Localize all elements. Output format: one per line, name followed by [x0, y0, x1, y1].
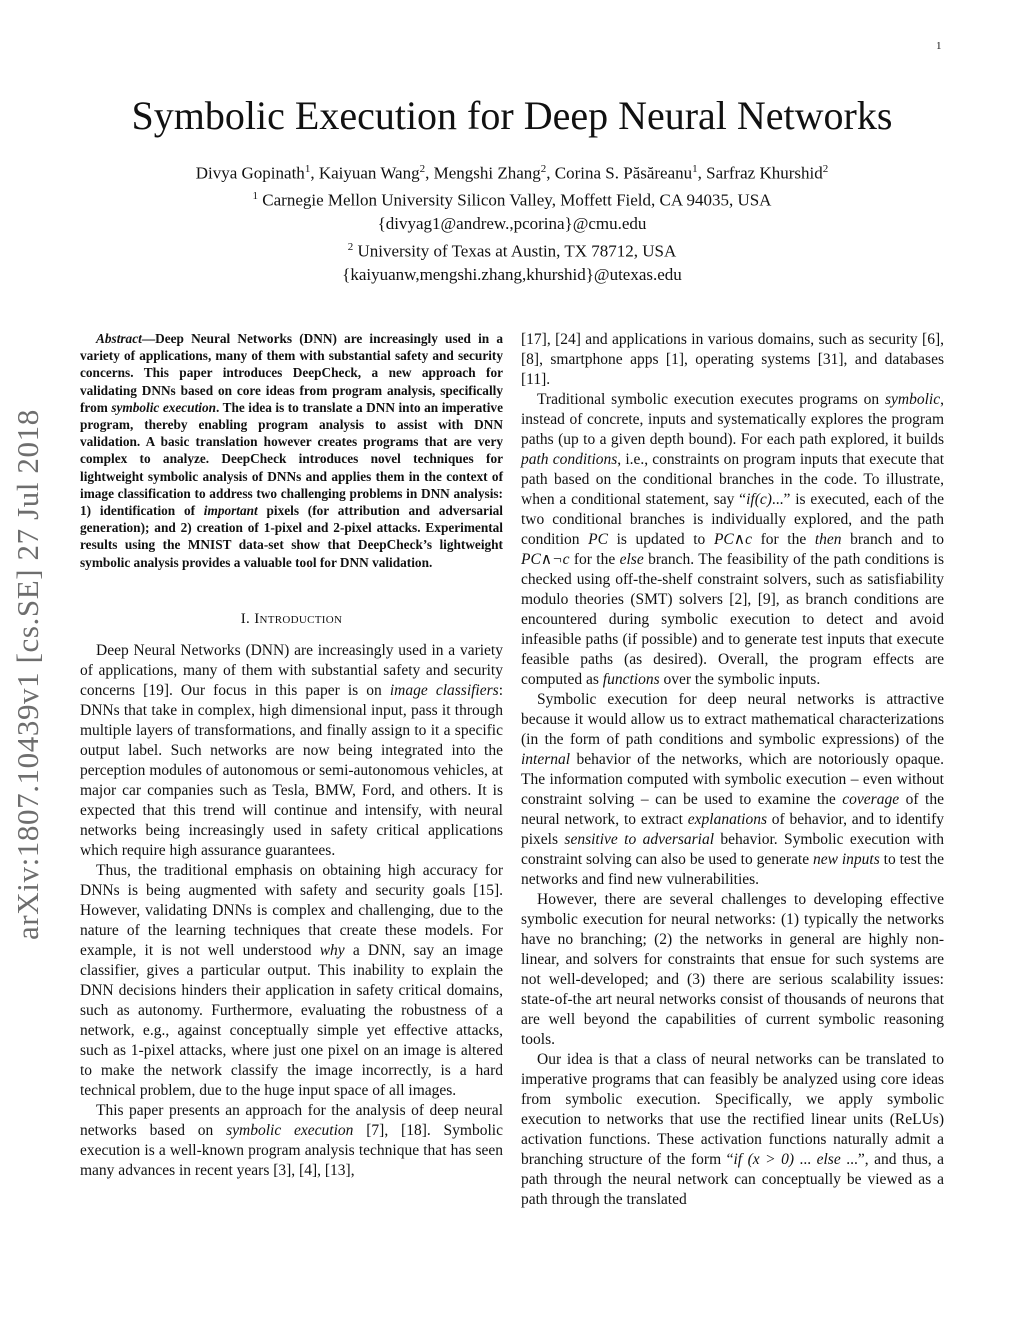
- left-column: [80, 330, 503, 1181]
- author-name: Divya Gopinath: [195, 163, 305, 183]
- author-name: Corina S. Păsăreanu: [554, 163, 693, 183]
- affiliation: $^1$ Carnegie Mellon University Silicon Valley, Moffett Field, CA 94035, USA: [252, 190, 772, 210]
- affiliation-mark: 2: [540, 163, 547, 175]
- abstract: Abstract—Deep Neural Networks (DNN) are increasingly used in a variety of applications, many of them with substantial safety and security concerns. This paper introduces DeepCheck, a new approach for validating DNNs based on core ideas from program analysis, specifically from symbolic execution. The idea is to translate a DNN into an imperative program, thereby enabling program analysis to assist with DNN validation. A basic translation however creates programs that are very complex to analyze. DeepCheck introduces novel techniques for lightweight symbolic analysis of DNNs and applies them in the context of image classification to address two challenging problems in DNN analysis: 1) identification of important pixels (for attribution and adversarial generation); and 2) creation of 1-pixel and 2-pixel attacks. Experimental results using the MNIST data-set show that DeepCheck’s lightweight symbolic analysis provides a valuable tool for DNN validation.: [80, 331, 503, 570]
- affiliation: $^2$ University of Texas at Austin, TX 78712, USA: [347, 240, 677, 261]
- author-block: [0, 158, 1024, 286]
- paragraph: Our idea is that a class of neural networks can be translated to imperative programs that can feasibly be analyzed using core ideas from symbolic execution. Specifically, we apply symbolic execution to networks that use the rectified linear units (ReLUs) activation functions. These activation functions naturally admit a branching structure of the form “if (x > 0) ... else ...”, and thus, a path through the neural network can conceptually be viewed as a path through the translated: [521, 1051, 945, 1208]
- author-name: Sarfraz Khurshid: [706, 163, 823, 183]
- author-name: Mengshi Zhang: [433, 163, 541, 183]
- affiliation-mark: 2: [822, 163, 829, 175]
- paragraph: Traditional symbolic execution executes programs on symbolic, instead of concrete, inputs and systematically explores the program paths (up to a given depth bound). For each path explored, it builds path conditions, i.e., constraints on program inputs that execute that path based on the conditional branches in the code. To illustrate, when a conditional statement, say “if(c)...” is executed, each of the two conditional branches is individually explored, and the path condition PC is updated to PC∧c for the then branch and to PC∧¬c for the else branch. The feasibility of the path conditions is checked using off-the-shelf constraint solvers, such as satisfiability modulo theories (SMT) solvers [2], [9], as branch conditions are encountered during symbolic execution to detect and avoid infeasible paths (if possible) and to generate test inputs that execute feasible paths (as desired). Overall, the program effects are computed as functions over the symbolic inputs.: [521, 391, 945, 688]
- paragraph: Symbolic execution for deep neural networks is attractive because it would allow us to extract mathematical characterizations (in the form of path conditions and symbolic expressions) of the internal behavior of the networks, which are notoriously opaque. The information computed with symbolic execution – even without constraint solving – can be used to examine the coverage of the neural network, to extract explanations of behavior, and to identify pixels sensitive to adversarial behavior. Symbolic execution with constraint solving can also be used to generate new inputs to test the networks and find new vulnerabilities.: [521, 691, 944, 888]
- paragraph: Deep Neural Networks (DNN) are increasingly used in a variety of applications, many of them with substantial safety and security concerns [19]. Our focus in this paper is on image classifiers: DNNs that take in complex, high dimensional input, pass it through multiple layers of transformations, and finally assign to it a specific output label. Such networks are now being integrated into the perception modules of autonomous or semi-autonomous vehicles, at major car companies such as Tesla, BMW, Ford, and others. It is expected that this trend will continue and intensify, with neural networks being increasingly used in safety critical applications which require high assurance guarantees.: [80, 641, 503, 859]
- author-name: Kaiyuan Wang: [318, 163, 420, 183]
- paragraph: This paper presents an approach for the analysis of deep neural networks based on symbolic execution [7], [18]. Symbolic execution is a well-known program analysis technique that has seen many advances in recent years [3], [4], [13],: [80, 1101, 503, 1179]
- affiliation-mark: 1: [692, 163, 698, 175]
- author-names: Divya Gopinath$^1$, Kaiyuan Wang$^2$, Mengshi Zhang$^2$, Corina S. Păsăreanu$^1$, Sarfraz Khurshid$^2$: [195, 163, 829, 183]
- paper-title: Symbolic Execution for Deep Neural Networks: [131, 93, 893, 138]
- arxiv-identifier: arXiv:1807.10439v1 [cs.SE] 27 Jul 2018: [10, 409, 45, 940]
- page-number: 1: [936, 40, 942, 52]
- paragraph: Thus, the traditional emphasis on obtaining high accuracy for DNNs is being augmented with safety and security goals [15]. However, validating DNNs is complex and challenging, due to the nature of the learning techniques that create these models. For example, it is not well understood why a DNN, say an image classifier, gives a particular output. This inability to explain the DNN decisions hinders their application in safety critical domains, such as autonomy. Furthermore, evaluating the robustness of a network, e.g., against conceptually simple yet effective attacks, such as 1-pixel attacks, where just one pixel on an image is altered to make the network classify the image incorrectly, is a hard technical problem, due to the huge input space of all images.: [80, 861, 504, 1099]
- email: {kaiyuanw,mengshi.zhang,khurshid}@utexas.edu: [342, 264, 682, 284]
- affiliation-mark: 1: [304, 163, 311, 175]
- paragraph: However, there are several challenges to developing effective symbolic execution for neural networks: (1) typically the networks have no branching; (2) the networks in general are highly non-linear, and solvers for constraints that ensue for such systems are not well-developed; and (3) there are serious scalability issues: state-of-the art neural networks consist of thousands of neurons that are well beyond the capabilities of current symbolic reasoning tools.: [521, 891, 944, 1048]
- affiliation-mark: 2: [419, 163, 426, 175]
- paragraph: [17], [24] and applications in various domains, such as security [6], [8], smartphone apps [1], operating systems [31], and databases [11].: [521, 331, 944, 388]
- email: {divyag1@andrew.,pcorina}@cmu.edu: [377, 214, 647, 234]
- section-heading: I. Introduction: [240, 610, 343, 627]
- right-column: [521, 330, 944, 1210]
